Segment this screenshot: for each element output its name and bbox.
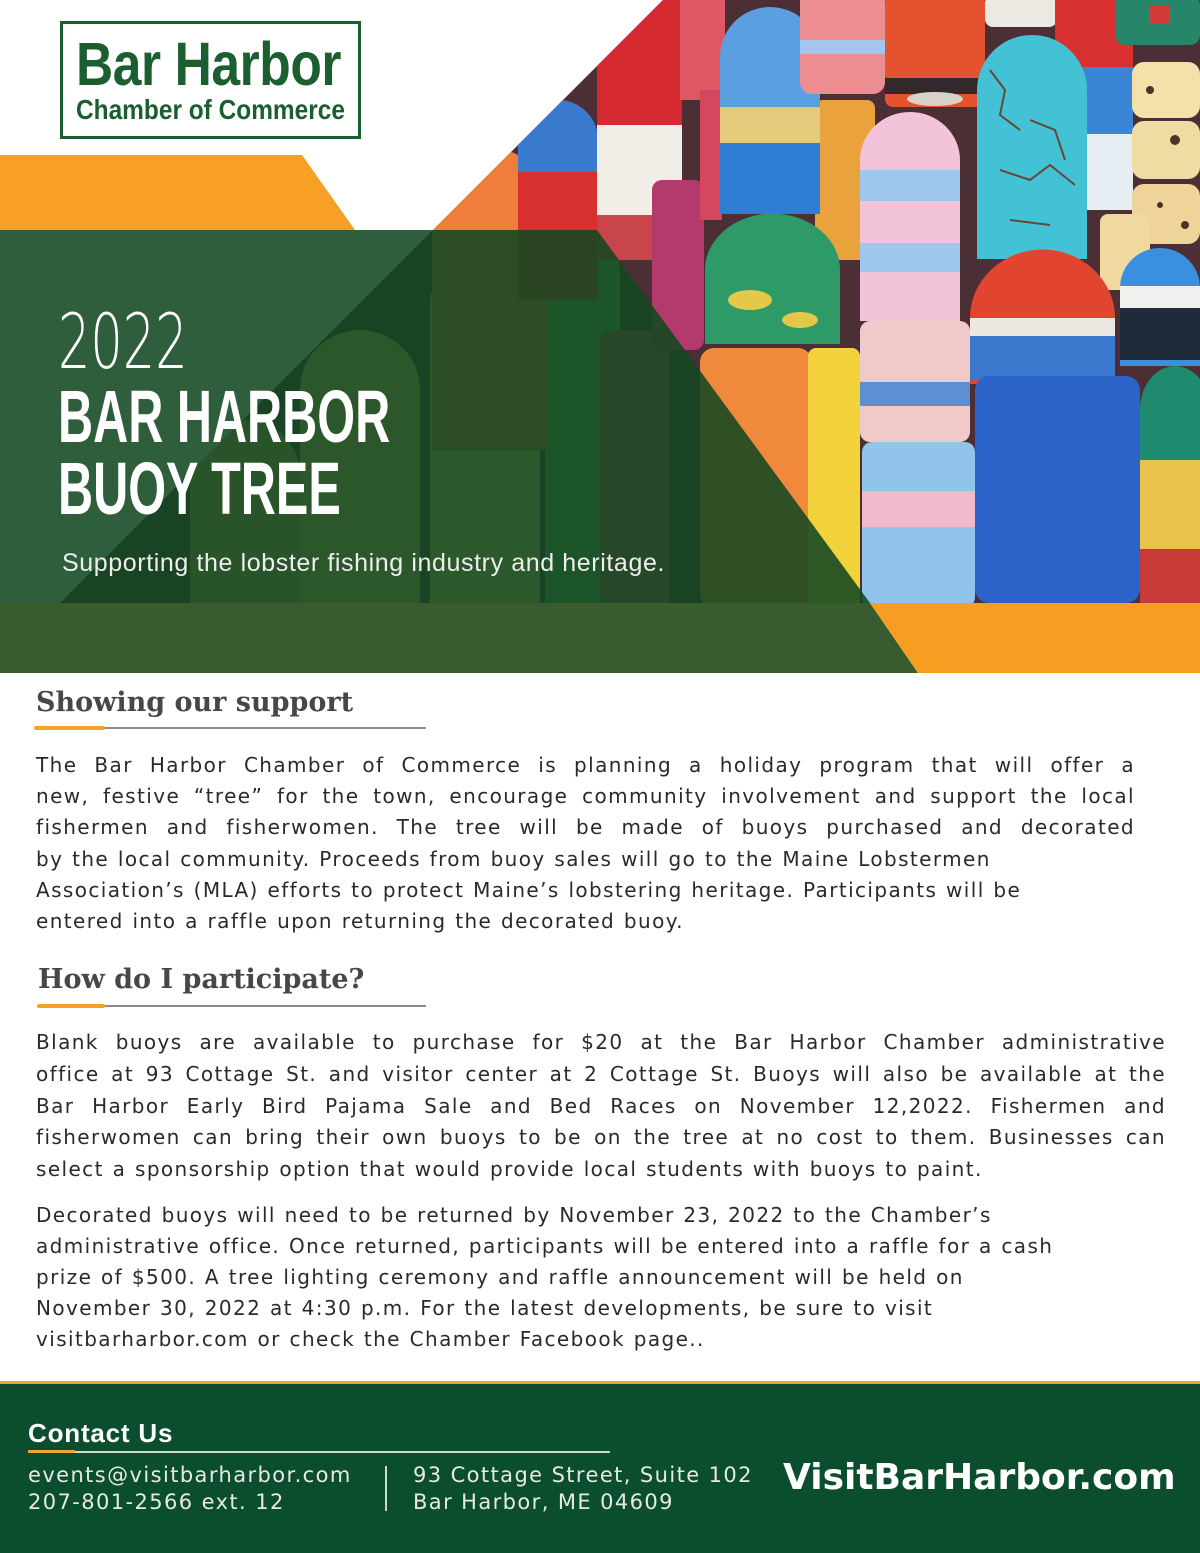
text-line: office at 93 Cottage St. and visitor center at 2 Cottage St. Buoys will also be available at the: [36, 1061, 1166, 1086]
contact-rule: [75, 1451, 610, 1453]
text-line: new, festive “tree” for the town, encourage community involvement and support the local: [36, 784, 1135, 809]
orange-bottom-band: [870, 603, 1200, 673]
paragraph-participate-2: [36, 1200, 1166, 1355]
contact-heading: Contact Us: [28, 1418, 174, 1448]
heading-accent: [37, 1004, 105, 1008]
hero-year: 2022: [58, 297, 188, 386]
logo-subtitle: Chamber of Commerce: [76, 94, 345, 125]
logo-title: Bar Harbor: [76, 30, 342, 98]
text-line: fishermen and fisherwomen. The tree will be made of buoys purchased and decorated: [36, 815, 1135, 840]
text-line: Decorated buoys will need to be returned by November 23, 2022 to the Chamber’s: [36, 1203, 992, 1227]
text-line: Bar Harbor Early Bird Pajama Sale and Bed Races on November 12,2022. Fishermen and: [36, 1093, 1166, 1118]
text-line: visitbarharbor.com or check the Chamber Facebook page..: [36, 1327, 705, 1351]
contact-divider: [385, 1466, 387, 1511]
contact-accent: [28, 1450, 75, 1453]
heading-accent: [34, 726, 105, 730]
text-line: select a sponsorship option that would provide local students with buoys to paint.: [36, 1157, 983, 1181]
paragraph-support: [36, 750, 1135, 937]
contact-phone-link[interactable]: 207-801-2566 ext. 12: [28, 1490, 285, 1514]
orange-top-band: [0, 155, 355, 230]
section-heading-participate: How do I participate?: [38, 964, 365, 995]
text-line: administrative office. Once returned, participants will be entered into a raffle for a cash: [36, 1234, 1054, 1258]
text-line: fisherwomen can bring their own buoys to be on the tree at no cost to them. Businesses can: [36, 1125, 1166, 1150]
text-line: November 30, 2022 at 4:30 p.m. For the latest developments, be sure to visit: [36, 1296, 934, 1320]
text-line: prize of $500. A tree lighting ceremony and raffle announcement will be held on: [36, 1265, 964, 1289]
website-link[interactable]: VisitBarHarbor.com: [783, 1457, 1176, 1498]
text-line: entered into a raffle upon returning the decorated buoy.: [36, 909, 684, 934]
hero-subtitle: Supporting the lobster fishing industry and heritage.: [62, 549, 665, 577]
contact-email-link[interactable]: events@visitbarharbor.com: [28, 1463, 352, 1487]
address-line-2: Bar Harbor, ME 04609: [413, 1490, 674, 1514]
text-line: The Bar Harbor Chamber of Commerce is planning a holiday program that will offer a: [36, 753, 1135, 777]
paragraph-participate-1: [36, 1027, 1166, 1186]
text-line: Association’s (MLA) efforts to protect Maine’s lobstering heritage. Participants will be: [36, 877, 1022, 902]
hero-title-line-1: BAR HARBOR: [58, 375, 391, 458]
text-line: by the local community. Proceeds from buoy sales will go to the Maine Lobstermen: [36, 846, 991, 871]
text-line: Blank buoys are available to purchase for $20 at the Bar Harbor Chamber administrative: [36, 1030, 1166, 1054]
hero-title-line-2: BUOY TREE: [58, 447, 341, 530]
section-heading-support: Showing our support: [36, 687, 354, 718]
green-bottom-band: [0, 603, 918, 673]
address-line-1: 93 Cottage Street, Suite 102: [413, 1463, 753, 1487]
